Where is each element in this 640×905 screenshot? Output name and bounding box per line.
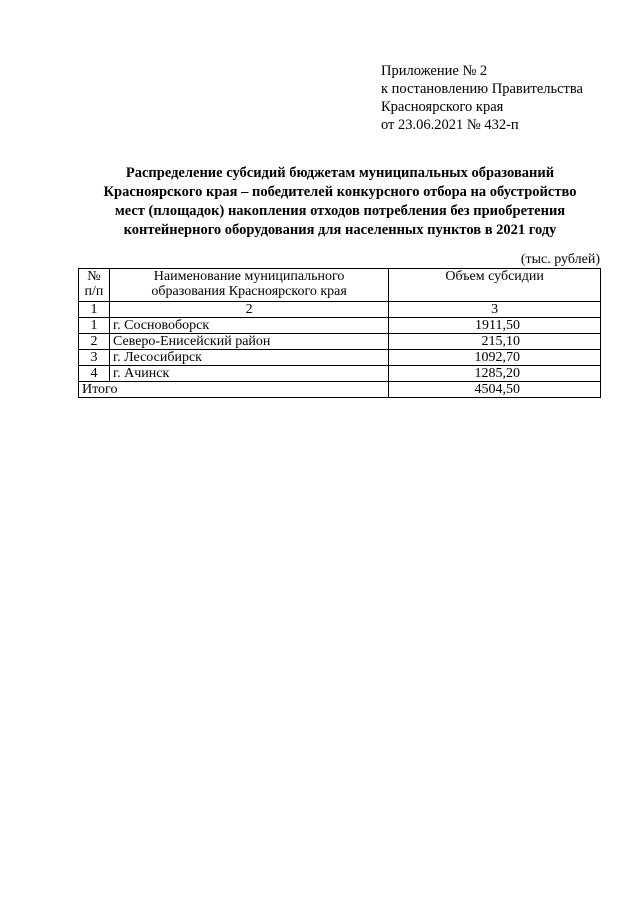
row-name: г. Ачинск: [109, 366, 388, 382]
header-name: [109, 269, 388, 302]
title-line-2: Красноярского края – победителей конкурсного отбора на обустройство: [103, 184, 577, 200]
row-number: 1: [79, 318, 110, 334]
row-amount: 1911,50: [389, 318, 601, 334]
subsidy-table: [78, 268, 601, 398]
table-row: [79, 334, 601, 350]
row-name: г. Лесосибирск: [109, 350, 388, 366]
row-number: 4: [79, 366, 110, 382]
row-amount: 215,10: [389, 334, 601, 350]
document-title: [70, 164, 610, 240]
header-num-line-2: п/п: [84, 284, 104, 299]
row-number: 2: [79, 334, 110, 350]
column-number-row: [79, 302, 601, 318]
title-line-1: Распределение субсидий бюджетам муниципальных образований: [125, 165, 555, 181]
row-amount: 1092,70: [389, 350, 601, 366]
appendix-region: Красноярского края: [381, 99, 504, 115]
total-label: Итого: [79, 382, 389, 398]
appendix-ref: к постановлению Правительства: [381, 81, 583, 97]
header-num-line-1: №: [87, 269, 101, 284]
title-line-3: мест (площадок) накопления отходов потребления без приобретения: [114, 203, 566, 219]
row-name: г. Сосновоборск: [109, 318, 388, 334]
units-note: (тыс. рублей): [520, 252, 600, 267]
table-row: [79, 350, 601, 366]
table-row: [79, 318, 601, 334]
appendix-number: Приложение № 2: [381, 63, 488, 79]
table-row: [79, 366, 601, 382]
column-number: 2: [109, 302, 388, 318]
row-number: 3: [79, 350, 110, 366]
row-amount: 1285,20: [389, 366, 601, 382]
column-number: 3: [389, 302, 601, 318]
table-header-row: [79, 269, 601, 302]
header-amount: Объем субсидии: [389, 269, 601, 302]
appendix-date: от 23.06.2021 № 432-п: [381, 117, 519, 133]
header-name-line-2: образования Красноярского края: [151, 284, 347, 299]
row-name: Северо-Енисейский район: [109, 334, 388, 350]
total-row: [79, 382, 601, 398]
column-number: 1: [79, 302, 110, 318]
header-num: [79, 269, 110, 302]
appendix-header: [381, 62, 583, 134]
header-name-line-1: Наименование муниципального: [153, 269, 345, 284]
total-amount: 4504,50: [389, 382, 601, 398]
title-line-4: контейнерного оборудования для населенных пунктов в 2021 году: [123, 222, 557, 238]
